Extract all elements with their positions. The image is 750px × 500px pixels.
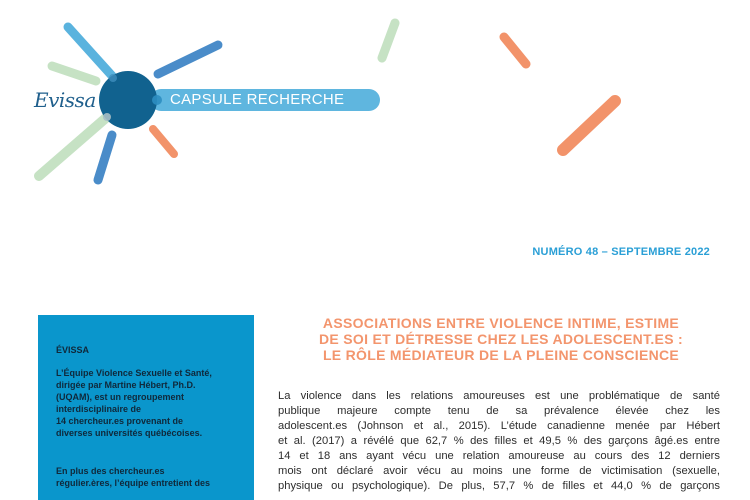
body-line: adolescent.es (Johnson et al., 2015). L’étude canadienne menée par Hébert: [278, 420, 720, 432]
deco-ray-orange-short: [504, 37, 526, 64]
body-line: physique ou psychologique). De plus, 57,7 % de filles et 44,0 % de garçons: [278, 480, 720, 492]
sidebar-paragraph-2: [56, 465, 246, 489]
article-title: [276, 315, 726, 363]
sidebar-line: dirigée par Martine Hébert, Ph.D.: [56, 380, 196, 390]
sidebar-info-box: [38, 315, 254, 500]
logo-ray-orange: [153, 129, 174, 154]
sidebar-line: interdisciplinaire de: [56, 404, 142, 414]
evissa-logo-artwork: [0, 0, 750, 220]
sidebar-paragraph-1: [56, 367, 246, 439]
body-line: publique majeure compte tenu de sa prévalence élevée chez les: [278, 405, 720, 417]
sidebar-line: 14 chercheur.es provenant de: [56, 416, 184, 426]
logo-ray-light-green-lower: [39, 117, 107, 176]
body-line: La violence dans les relations amoureuses est une problématique de santé: [278, 390, 720, 402]
sidebar-line: (UQAM), est un regroupement: [56, 392, 185, 402]
brand-script-logo: Evissa: [34, 88, 96, 112]
article-title-line: DE SOI ET DÉTRESSE CHEZ LES ADOLESCENT.ES :: [319, 331, 683, 347]
article-title-line: ASSOCIATIONS ENTRE VIOLENCE INTIME, ESTIME: [322, 315, 680, 331]
sidebar-title: ÉVISSA: [56, 345, 90, 355]
sidebar-line: diverses universités québécoises.: [56, 428, 203, 438]
logo-ray-light-green-upper: [52, 66, 96, 81]
body-line: mois ont déclaré avoir vécu au moins une forme de victimisation (sexuelle,: [278, 465, 720, 477]
logo-ray-mid-blue-upper: [158, 45, 218, 74]
body-line: et al. (2017) a révélé que 62,7 % des filles et 49,5 % des garçons âgé.es entre: [278, 435, 720, 447]
sidebar-line: En plus des chercheur.es: [56, 466, 165, 476]
sidebar-line: régulier.ères, l’équipe entretient des: [56, 478, 211, 488]
logo-ray-mid-blue-lower: [98, 135, 112, 180]
capsule-label: CAPSULE RECHERCHE: [170, 91, 345, 108]
deco-ray-orange-long: [563, 101, 615, 150]
article-body: [278, 389, 720, 494]
sidebar-line: L’Équipe Violence Sexuelle et Santé,: [56, 368, 212, 378]
article-title-line: LE RÔLE MÉDIATEUR DE LA PLEINE CONSCIENCE: [322, 347, 680, 363]
body-line: 14 et 18 ans ayant vécu une relation amoureuse au cours des 12 derniers: [278, 450, 720, 462]
deco-ray-green: [382, 23, 395, 58]
issue-number-date: NUMÉRO 48 – SEPTEMBRE 2022: [532, 246, 710, 258]
